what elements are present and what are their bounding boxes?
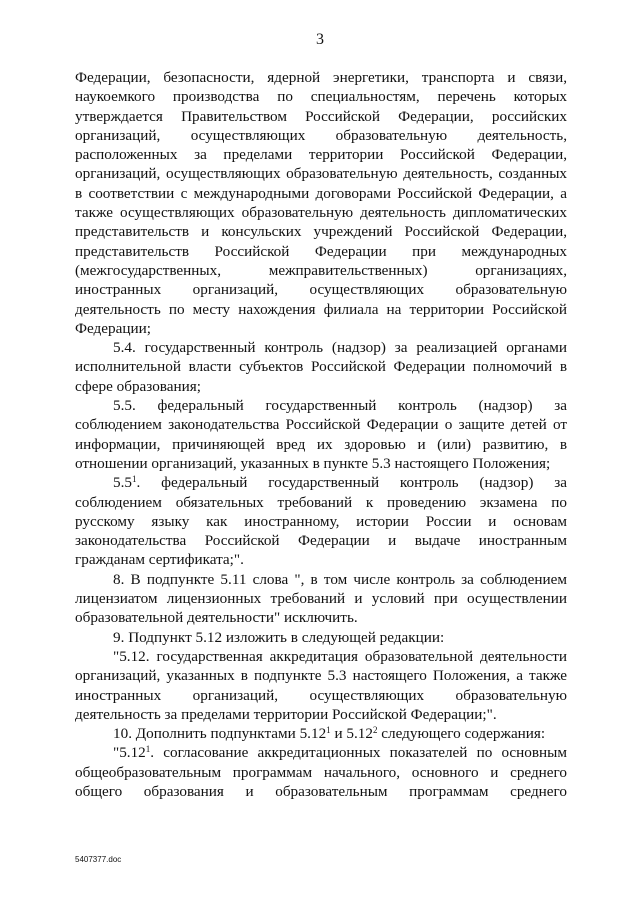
superscript: 1 (145, 744, 151, 755)
paragraph-5-12: "5.12. государственная аккредитация образовательной деятельности организаций, указанных в подпункте 5.3 настоящего Положения, а также иностранных организаций, осуществляющих образовательную деятельность за пределами территории Российской Федерации;". (75, 647, 567, 723)
paragraph-5-4: 5.4. государственный контроль (надзор) за реализацией органами исполнительной власти субъектов Российской Федерации полномочий в сфере образования; (75, 339, 567, 395)
item-10-text-a: 10. Дополнить подпунктами 5.12 (113, 725, 327, 743)
page-number: 3 (316, 31, 324, 48)
paragraph-5-5: 5.5. федеральный государственный контроль (надзор) за соблюдением законодательства Российской Федерации о защите детей от информации, причиняющей вред их здоровью и (или) развитию, в отношении организаций, указанных в пункте 5.3 настоящего Положения; (75, 397, 567, 472)
superscript: 1 (131, 474, 137, 485)
paragraph-continuation: Федерации, безопасности, ядерной энергетики, транспорта и связи, наукоемкого производства по специальностям, перечень которых утверждается Правительством Российской Федерации, российских организаций, осуществляющих образовательную деятельность, расположенных за пределами территории Российской Федерации, организаций, осуществляющих образовательную деятельность, созданных в соответствии с международными договорами Российской Федерации, а также осуществляющих образовательную деятельность дипломатических представительств и консульских учреждений Российской Федерации, представительств Российской Федерации при международных (межгосударственных, межправительственных) организациях, иностранных организаций, осуществляющих образовательную деятельность по месту нахождения филиала на территории Российской Федерации; (75, 69, 567, 337)
clause-number: 5.5 (113, 474, 132, 492)
paragraph-5-12-1 (75, 743, 567, 801)
item-10-text-b: и 5.12 (330, 725, 373, 743)
paragraph-item-9: 9. Подпункт 5.12 изложить в следующей редакции: (113, 628, 445, 646)
item-10-text-c: следующего содержания: (377, 725, 546, 743)
document-body (75, 68, 567, 801)
clause-5-12-1-number: "5.12 (113, 744, 146, 762)
file-name-footer: 5407377.doc (75, 855, 122, 864)
paragraph-item-8: 8. В подпункте 5.11 слова ", в том числе контроль за соблюдением лицензиатом лицензионных требований и условий при осуществлении образовательной деятельности" исключить. (75, 570, 567, 627)
paragraph-item-10 (75, 724, 567, 743)
superscript: 2 (372, 725, 378, 736)
superscript: 1 (326, 725, 331, 736)
clause-5-12-1-text: . согласование аккредитационных показателей по основным общеобразовательным программам начального, основного и среднего общего образования и образовательным программам среднего (75, 744, 567, 800)
paragraph-5-5-1 (75, 473, 567, 569)
clause-text: . федеральный государственный контроль (надзор) за соблюдением обязательных требований к проведению экзамена по русскому языку как иностранному, истории России и основам законодательства Российской Федерации и выдаче иностранным гражданам сертификата;". (75, 474, 567, 569)
